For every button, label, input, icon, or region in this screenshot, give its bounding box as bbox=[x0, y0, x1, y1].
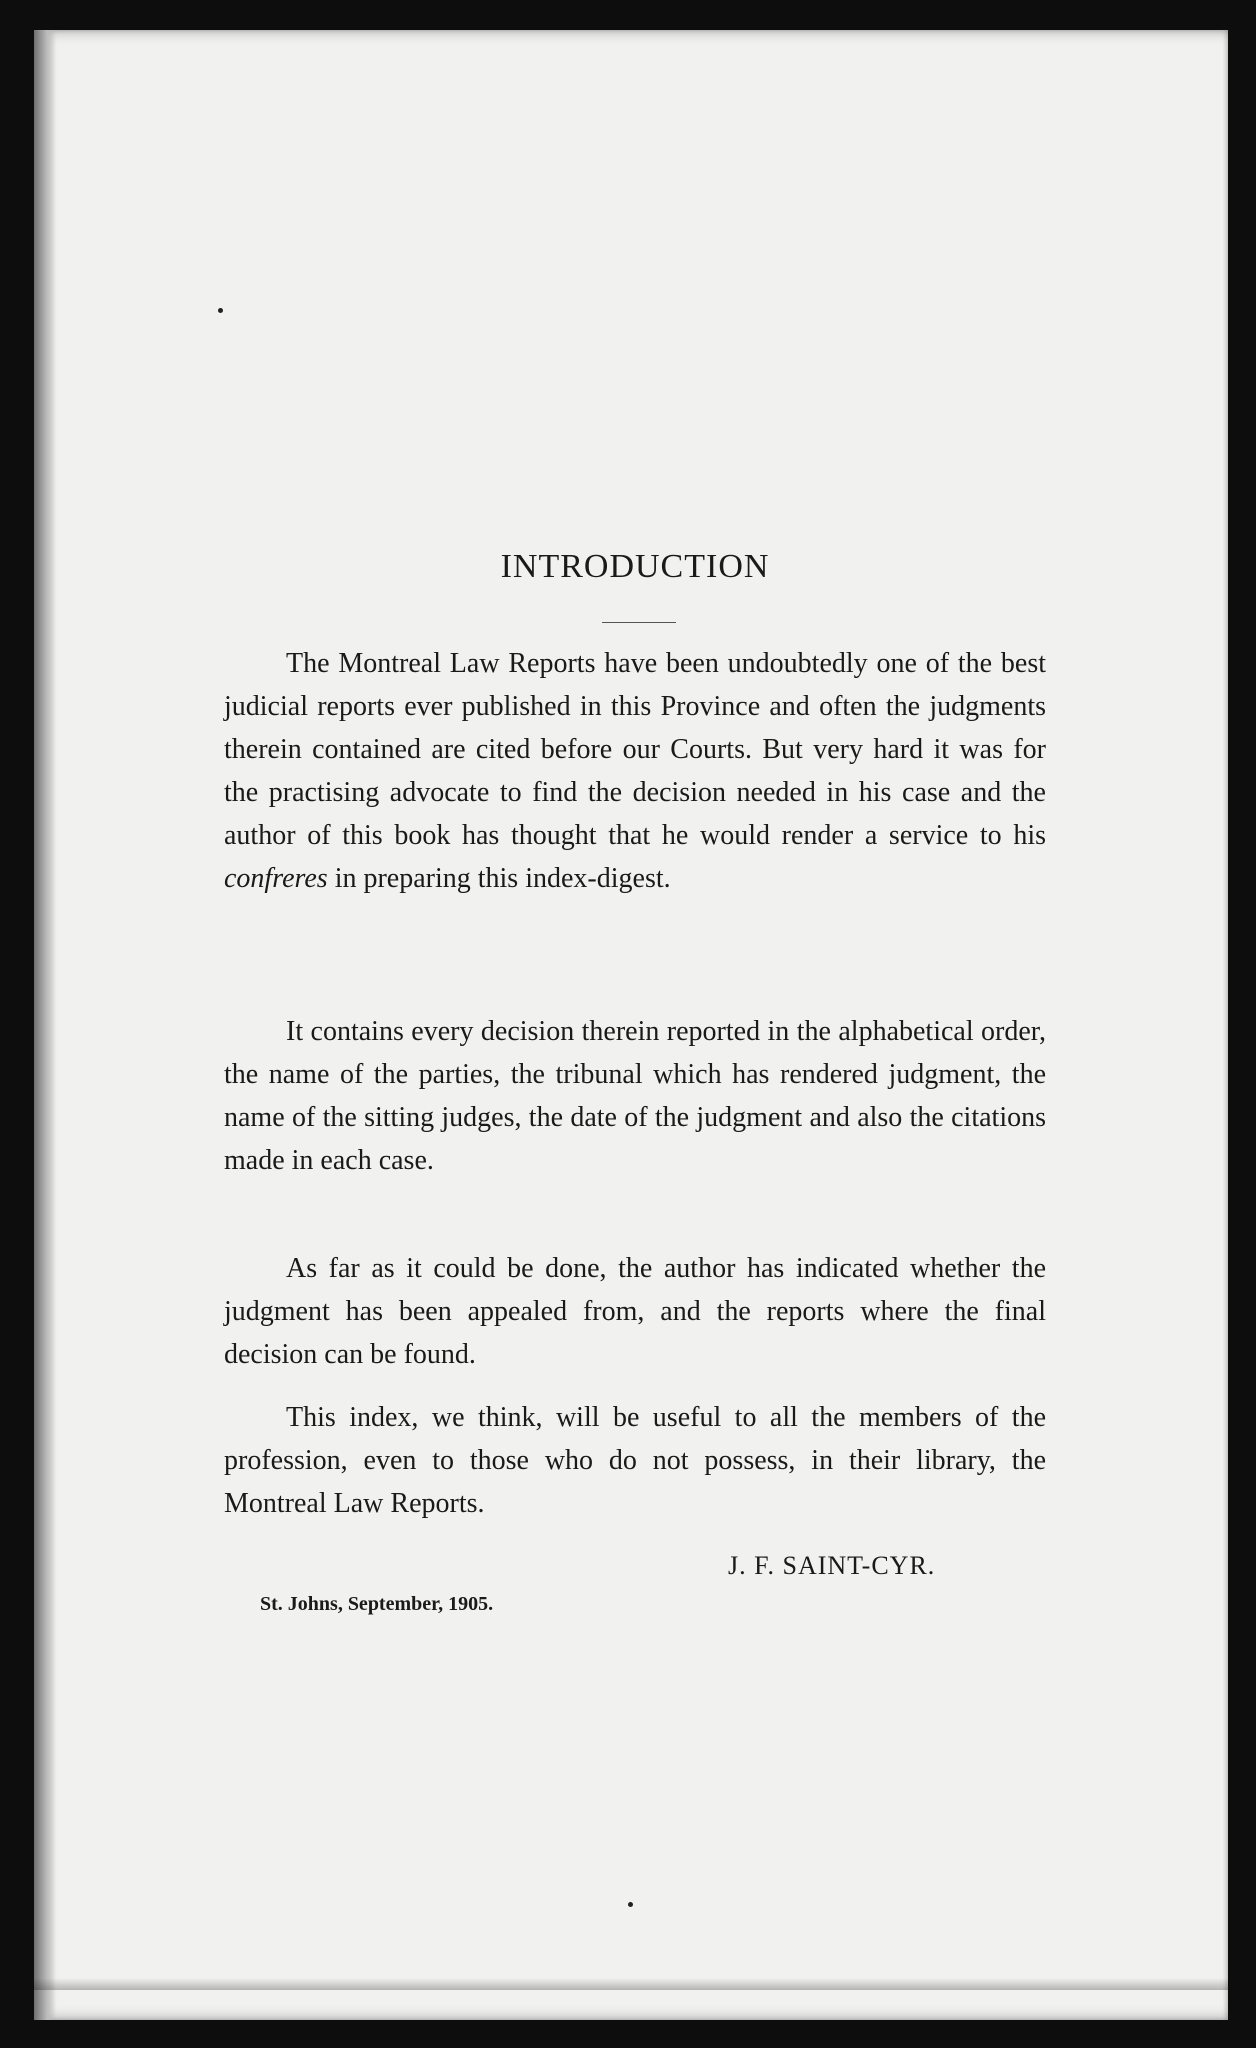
paragraph-4: This index, we think, will be useful to all the members of the profession, even to those who do not possess, in their library, the Montreal Law Reports. bbox=[224, 1402, 1046, 1519]
dust-speck bbox=[628, 1902, 633, 1907]
dust-speck bbox=[218, 308, 223, 313]
page-bottom-edge bbox=[34, 1978, 1228, 1990]
title-rule bbox=[602, 622, 676, 623]
paragraph-1-italic: confreres bbox=[224, 863, 328, 894]
book-page bbox=[34, 30, 1228, 2020]
spine-shadow bbox=[34, 30, 56, 2020]
place-date: St. Johns, September, 1905. bbox=[260, 1593, 494, 1615]
author-signature: J. F. SAINT-CYR. bbox=[728, 1551, 936, 1580]
paragraph-1-text-a: The Montreal Law Reports have been undoubtedly one of the best judicial reports ever published in this Province and often the judgments therein contained are cited before our Courts. But very hard it was for the practising advocate to find the decision needed in his case and the author of this book has thought that he would render a service to his bbox=[224, 648, 1046, 851]
paragraph-2: It contains every decision therein reported in the alphabetical order, the name of the parties, the tribunal which has rendered judgment, the name of the sitting judges, the date of the judgment and also the citations made in each case. bbox=[224, 1016, 1046, 1176]
paragraph-3: As far as it could be done, the author has indicated whether the judgment has been appealed from, and the reports where the final decision can be found. bbox=[224, 1253, 1046, 1370]
paragraph-1 bbox=[224, 642, 1046, 900]
paragraph-1-text-b: in preparing this index-digest. bbox=[327, 863, 671, 894]
page-title: INTRODUCTION bbox=[500, 548, 770, 585]
